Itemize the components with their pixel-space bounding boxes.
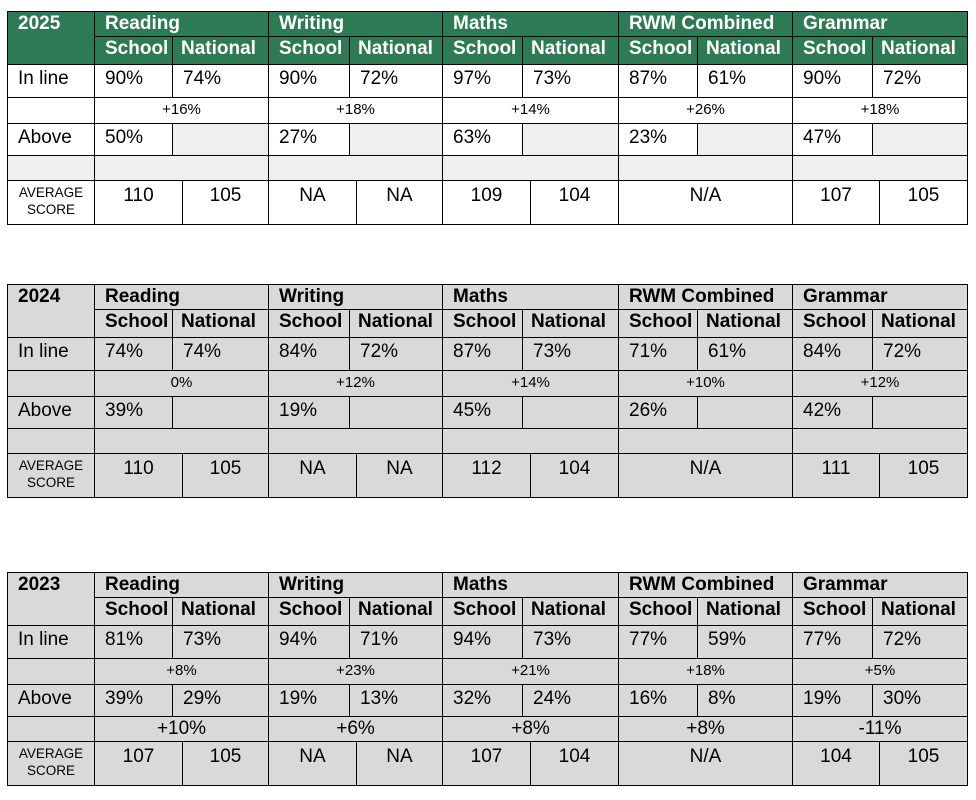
column-header-national: National (698, 598, 793, 626)
inline-school-value: 87% (443, 338, 523, 371)
inline-national-value: 61% (698, 65, 793, 98)
above-school-value: 16% (619, 685, 698, 717)
above-national-value (698, 397, 793, 429)
row-label-above: Above (7, 685, 95, 717)
above-school-value: 26% (619, 397, 698, 429)
inline-difference: +16% (95, 98, 269, 124)
subject-header: Reading (95, 572, 269, 598)
inline-national-value: 73% (523, 338, 619, 371)
inline-difference: +5% (793, 659, 968, 685)
inline-national-value: 73% (523, 65, 619, 98)
row-label-in-line: In line (7, 626, 95, 659)
inline-difference: +26% (619, 98, 793, 124)
subject-header: Maths (443, 572, 619, 598)
above-national-value (873, 124, 968, 156)
column-header-national: National (523, 598, 619, 626)
column-header-national: National (173, 37, 269, 65)
average-score-school: 111 (793, 454, 880, 498)
subject-header: Writing (269, 284, 443, 310)
column-header-national: National (350, 37, 443, 65)
above-national-value: 8% (698, 685, 793, 717)
row-label-above: Above (7, 124, 95, 156)
column-header-school: School (619, 598, 698, 626)
inline-difference: +8% (95, 659, 269, 685)
column-header-national: National (873, 310, 968, 338)
inline-difference: +14% (443, 98, 619, 124)
average-score-school: 109 (443, 181, 531, 225)
year-label: 2025 (7, 11, 95, 65)
average-score-national: 104 (531, 454, 619, 498)
inline-difference: +12% (793, 371, 968, 397)
row-in-line-difference (7, 371, 968, 397)
row-in-line (7, 65, 968, 98)
results-table-2024 (7, 284, 968, 498)
above-difference (793, 156, 968, 181)
year-label: 2023 (7, 572, 95, 626)
row-label-above: Above (7, 397, 95, 429)
average-score-combined: N/A (619, 181, 793, 225)
inline-national-value: 61% (698, 338, 793, 371)
subject-header: Writing (269, 11, 443, 37)
subject-header: Grammar (793, 284, 968, 310)
year-label: 2024 (7, 284, 95, 338)
inline-school-value: 97% (443, 65, 523, 98)
inline-school-value: 84% (269, 338, 350, 371)
average-score-school: 107 (793, 181, 880, 225)
above-difference (619, 156, 793, 181)
row-label-average-score (7, 454, 95, 498)
column-header-national: National (698, 37, 793, 65)
row-label-in-line: In line (7, 65, 95, 98)
results-table-2025 (7, 11, 968, 225)
column-header-school: School (95, 598, 173, 626)
above-difference (95, 156, 269, 181)
header-row-columns (7, 310, 968, 338)
above-national-value (523, 124, 619, 156)
subject-header: Reading (95, 11, 269, 37)
average-score-national: 104 (531, 742, 619, 786)
row-label-in-line: In line (7, 338, 95, 371)
above-national-value (173, 124, 269, 156)
above-national-value (173, 397, 269, 429)
above-difference: +6% (269, 717, 443, 742)
column-header-school: School (793, 310, 873, 338)
average-score-school: 107 (95, 742, 183, 786)
above-national-value: 24% (523, 685, 619, 717)
average-score-national: 105 (880, 181, 968, 225)
row-in-line (7, 626, 968, 659)
average-score-national: NA (357, 454, 443, 498)
above-national-value: 13% (350, 685, 443, 717)
inline-difference: +10% (619, 371, 793, 397)
inline-national-value: 73% (523, 626, 619, 659)
inline-national-value: 74% (173, 65, 269, 98)
above-national-value: 29% (173, 685, 269, 717)
column-header-school: School (443, 310, 523, 338)
above-difference (443, 156, 619, 181)
inline-difference: +23% (269, 659, 443, 685)
subject-header: Maths (443, 11, 619, 37)
inline-school-value: 87% (619, 65, 698, 98)
inline-school-value: 71% (619, 338, 698, 371)
column-header-national: National (873, 37, 968, 65)
inline-school-value: 94% (269, 626, 350, 659)
above-national-value (698, 124, 793, 156)
average-score-national: NA (357, 742, 443, 786)
above-difference (443, 429, 619, 454)
avg-label-line1: AVERAGE (18, 458, 84, 473)
subject-header: Maths (443, 284, 619, 310)
above-school-value: 19% (793, 685, 873, 717)
column-header-school: School (793, 37, 873, 65)
inline-national-value: 71% (350, 626, 443, 659)
average-score-school: 110 (95, 181, 183, 225)
above-difference: +8% (443, 717, 619, 742)
row-label-blank (7, 98, 95, 124)
avg-label-line2: SCORE (26, 763, 75, 778)
inline-school-value: 90% (95, 65, 173, 98)
above-school-value: 42% (793, 397, 873, 429)
column-header-school: School (95, 310, 173, 338)
inline-school-value: 81% (95, 626, 173, 659)
average-score-combined: N/A (619, 742, 793, 786)
inline-national-value: 74% (173, 338, 269, 371)
subject-header: Grammar (793, 572, 968, 598)
average-score-school: NA (269, 742, 357, 786)
row-above-difference (7, 429, 968, 454)
above-national-value (350, 124, 443, 156)
average-score-school: NA (269, 454, 357, 498)
subject-header: Grammar (793, 11, 968, 37)
results-table-2023 (7, 572, 968, 786)
subject-header: RWM Combined (619, 284, 793, 310)
column-header-school: School (269, 37, 350, 65)
row-in-line-difference (7, 659, 968, 685)
avg-label-line1: AVERAGE (18, 746, 84, 761)
above-national-value: 30% (873, 685, 968, 717)
avg-label-line1: AVERAGE (18, 185, 84, 200)
header-row-columns (7, 37, 968, 65)
above-school-value: 23% (619, 124, 698, 156)
column-header-school: School (269, 598, 350, 626)
row-in-line-difference (7, 98, 968, 124)
row-label-blank (7, 371, 95, 397)
row-label-blank (7, 429, 95, 454)
average-score-national: 104 (531, 181, 619, 225)
subject-header: Reading (95, 284, 269, 310)
row-label-blank (7, 659, 95, 685)
subject-header: RWM Combined (619, 572, 793, 598)
above-difference (269, 429, 443, 454)
average-score-national: 105 (183, 181, 269, 225)
above-school-value: 32% (443, 685, 523, 717)
above-school-value: 47% (793, 124, 873, 156)
average-score-national: 105 (183, 742, 269, 786)
above-difference (619, 429, 793, 454)
inline-difference: 0% (95, 371, 269, 397)
avg-label-line2: SCORE (26, 475, 75, 490)
inline-national-value: 72% (873, 65, 968, 98)
row-label-blank (7, 717, 95, 742)
inline-school-value: 77% (619, 626, 698, 659)
above-school-value: 39% (95, 397, 173, 429)
inline-national-value: 59% (698, 626, 793, 659)
inline-difference: +18% (793, 98, 968, 124)
above-school-value: 19% (269, 397, 350, 429)
inline-difference: +12% (269, 371, 443, 397)
subject-header: Writing (269, 572, 443, 598)
row-in-line (7, 338, 968, 371)
column-header-school: School (443, 37, 523, 65)
column-header-school: School (793, 598, 873, 626)
average-score-school: 107 (443, 742, 531, 786)
average-score-national: 105 (880, 454, 968, 498)
above-school-value: 19% (269, 685, 350, 717)
average-score-national: 105 (880, 742, 968, 786)
above-difference: +10% (95, 717, 269, 742)
row-label-average-score (7, 742, 95, 786)
column-header-school: School (443, 598, 523, 626)
row-label-blank (7, 156, 95, 181)
inline-national-value: 72% (873, 626, 968, 659)
above-difference (95, 429, 269, 454)
inline-school-value: 77% (793, 626, 873, 659)
column-header-school: School (619, 37, 698, 65)
above-national-value (523, 397, 619, 429)
average-score-school: NA (269, 181, 357, 225)
inline-school-value: 90% (793, 65, 873, 98)
average-score-national: 105 (183, 454, 269, 498)
row-label-average-score (7, 181, 95, 225)
above-national-value (873, 397, 968, 429)
average-score-school: 110 (95, 454, 183, 498)
row-average-score (7, 742, 968, 786)
column-header-national: National (523, 37, 619, 65)
column-header-school: School (619, 310, 698, 338)
inline-difference: +18% (619, 659, 793, 685)
inline-national-value: 73% (173, 626, 269, 659)
average-score-school: 112 (443, 454, 531, 498)
column-header-school: School (95, 37, 173, 65)
above-difference: +8% (619, 717, 793, 742)
row-average-score (7, 454, 968, 498)
average-score-school: 104 (793, 742, 880, 786)
column-header-national: National (523, 310, 619, 338)
inline-school-value: 94% (443, 626, 523, 659)
inline-national-value: 72% (873, 338, 968, 371)
above-school-value: 63% (443, 124, 523, 156)
above-school-value: 45% (443, 397, 523, 429)
inline-difference: +21% (443, 659, 619, 685)
column-header-national: National (350, 598, 443, 626)
above-school-value: 39% (95, 685, 173, 717)
average-score-national: NA (357, 181, 443, 225)
column-header-national: National (350, 310, 443, 338)
column-header-national: National (173, 598, 269, 626)
header-row-columns (7, 598, 968, 626)
inline-national-value: 72% (350, 338, 443, 371)
column-header-national: National (873, 598, 968, 626)
column-header-national: National (698, 310, 793, 338)
row-above-difference (7, 717, 968, 742)
column-header-national: National (173, 310, 269, 338)
row-above-difference (7, 156, 968, 181)
average-score-combined: N/A (619, 454, 793, 498)
avg-label-line2: SCORE (26, 202, 75, 217)
inline-difference: +14% (443, 371, 619, 397)
above-school-value: 27% (269, 124, 350, 156)
inline-school-value: 84% (793, 338, 873, 371)
row-above (7, 124, 968, 156)
inline-school-value: 74% (95, 338, 173, 371)
above-national-value (350, 397, 443, 429)
inline-difference: +18% (269, 98, 443, 124)
inline-national-value: 72% (350, 65, 443, 98)
subject-header: RWM Combined (619, 11, 793, 37)
row-above (7, 397, 968, 429)
above-difference: -11% (793, 717, 968, 742)
column-header-school: School (269, 310, 350, 338)
above-difference (269, 156, 443, 181)
row-above (7, 685, 968, 717)
inline-school-value: 90% (269, 65, 350, 98)
above-school-value: 50% (95, 124, 173, 156)
above-difference (793, 429, 968, 454)
row-average-score (7, 181, 968, 225)
